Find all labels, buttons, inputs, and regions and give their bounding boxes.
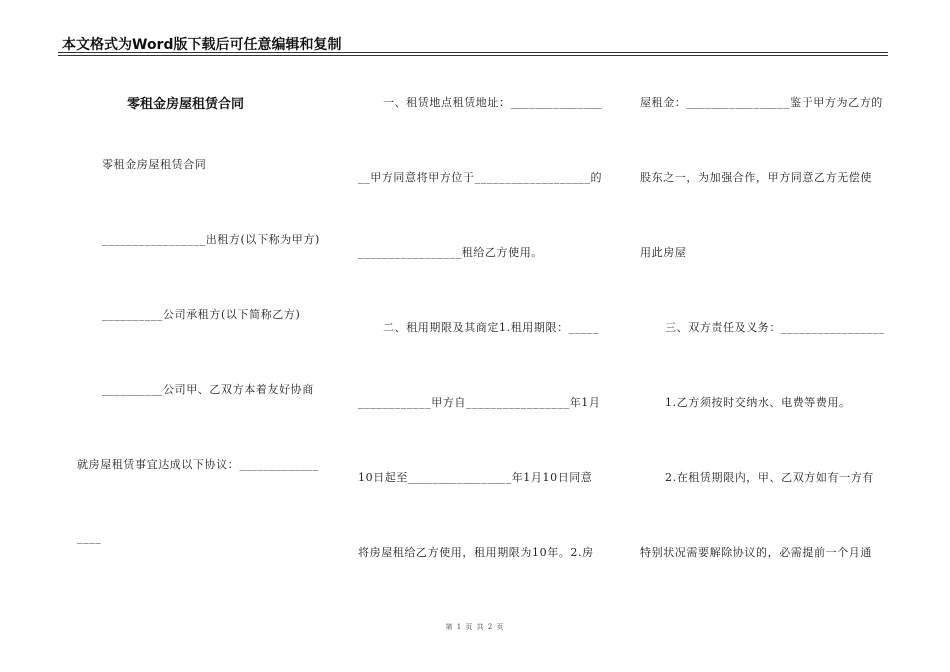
col2-line-7: 将房屋租给乙方使用，租用期限为10年。2.房 [358, 546, 594, 559]
header-rule [58, 52, 888, 53]
col3-line-6: 2.在租赁期限内，甲、乙双方如有一方有 [665, 471, 874, 484]
col2-line-5: ____________甲方自_________________年1月 [358, 396, 601, 409]
col3-line-3: 用此房屋 [640, 246, 687, 259]
col1-line-1: 零租金房屋租赁合同 [102, 158, 207, 171]
col3-line-2: 股东之一，为加强合作，甲方同意乙方无偿使 [640, 171, 872, 184]
col1-line-2: _________________出租方(以下称为甲方) [102, 233, 320, 246]
col2-line-3: _________________租给乙方使用。 [358, 246, 543, 259]
col3-line-7: 特别状况需要解除协议的，必需提前一个月通 [640, 546, 872, 559]
col3-line-5: 1.乙方须按时交纳水、电费等费用。 [665, 396, 851, 409]
col2-line-6: 10日起至_________________年1月10日同意 [358, 471, 593, 484]
col1-line-5: 就房屋租赁事宜达成以下协议：_____________ [77, 458, 319, 471]
col1-line-6: ____ [77, 531, 102, 544]
contract-title: 零租金房屋租赁合同 [127, 97, 245, 112]
header-rule-secondary [58, 55, 888, 56]
document-header: 本文格式为Word版下载后可任意编辑和复制 [62, 37, 342, 53]
col3-line-4: 三、双方责任及义务：_________________ [665, 321, 885, 334]
col2-line-4: 二、租用期限及其商定1.租用期限：_____ [383, 321, 600, 334]
col1-line-4: __________公司甲、乙双方本着友好协商 [102, 383, 314, 396]
col3-line-1: 屋租金：_________________鉴于甲方为乙方的 [640, 96, 883, 109]
col1-line-3: __________公司承租方(以下简称乙方) [102, 308, 301, 321]
col2-line-2: __甲方同意将甲方位于___________________的 [358, 171, 603, 184]
col2-line-1: 一、租赁地点租赁地址：_______________ [383, 96, 603, 109]
page-number-footer: 第 1 页 共 2 页 [445, 623, 505, 631]
